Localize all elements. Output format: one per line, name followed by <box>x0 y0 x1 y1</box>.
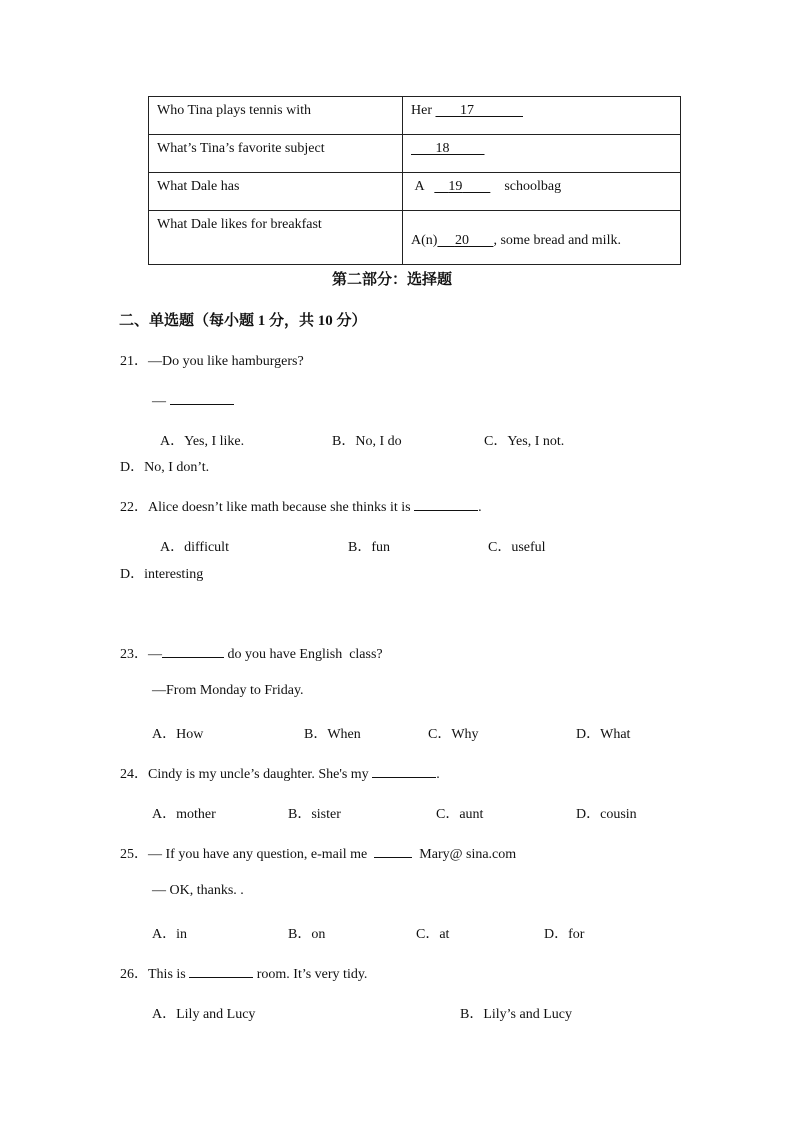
table-question: What Dale likes for breakfast <box>149 211 403 265</box>
blank-number: 20 <box>454 232 469 248</box>
table-row <box>149 135 681 173</box>
blank-number: 18 <box>435 141 450 156</box>
table-answer <box>403 135 681 173</box>
table-answer: A 19 schoolbag <box>403 173 681 211</box>
part-two-title: 第二部分：选择题 <box>332 272 453 288</box>
option-d: D．for <box>544 927 585 942</box>
option-c: C．aunt <box>436 807 484 822</box>
option-a: A．How <box>152 727 204 742</box>
blank-number: 19 <box>448 179 463 194</box>
table-question: What’s Tina’s favorite subject <box>149 135 403 173</box>
option-a: A．Lily and Lucy <box>152 1007 256 1022</box>
option-b: B．on <box>288 927 326 942</box>
table-row <box>149 211 681 265</box>
option-c: C．at <box>416 927 450 942</box>
option-a: A．difficult <box>160 540 229 555</box>
option-c: C．Why <box>428 727 479 742</box>
blank-number: 17 <box>460 103 474 118</box>
question-24-stem: 24．Cindy is my uncle’s daughter. She's my . <box>120 763 440 783</box>
question-26-stem: 26．This is room. It’s very tidy. <box>120 963 367 983</box>
option-d: D．cousin <box>576 807 637 822</box>
option-d: D．interesting <box>120 567 204 582</box>
option-b: B．No, I do <box>332 434 402 449</box>
option-c: C．useful <box>488 540 546 555</box>
question-23-stem: 23．— do you have English class? <box>120 643 383 663</box>
option-b: B．sister <box>288 807 341 822</box>
section-title: 二、单选题（每小题 1 分，共 10 分） <box>119 313 367 329</box>
table-answer: Her 17 <box>403 97 681 135</box>
info-table <box>148 96 681 265</box>
option-a: A．mother <box>152 807 216 822</box>
question-21-stem: 21．—Do you like hamburgers? <box>120 354 304 369</box>
option-b: B．When <box>304 727 361 742</box>
table-question: What Dale has <box>149 173 403 211</box>
answer-blank <box>162 643 224 658</box>
question-25-reply: — OK, thanks. . <box>152 883 244 898</box>
question-21-reply: — <box>152 390 234 410</box>
table-row <box>149 97 681 135</box>
question-23-reply: —From Monday to Friday. <box>152 683 304 698</box>
option-b: B．fun <box>348 540 390 555</box>
table-question: Who Tina plays tennis with <box>149 97 403 135</box>
option-d: D．No, I don’t. <box>120 460 210 475</box>
answer-blank <box>189 963 253 978</box>
option-a: A．in <box>152 927 187 942</box>
option-c: C．Yes, I not. <box>484 434 565 449</box>
question-22-stem: 22．Alice doesn’t like math because she thinks it is . <box>120 496 482 516</box>
option-d: D．What <box>576 727 631 742</box>
answer-blank <box>374 843 412 858</box>
table-row <box>149 173 681 211</box>
answer-blank <box>170 390 234 405</box>
question-25-stem: 25．— If you have any question, e-mail me Mary@ sina.com <box>120 843 516 863</box>
answer-blank <box>372 763 436 778</box>
option-b: B．Lily’s and Lucy <box>460 1007 572 1022</box>
table-answer: A(n) 20 , some bread and milk. <box>403 211 681 265</box>
answer-blank <box>414 496 478 511</box>
option-a: A．Yes, I like. <box>160 434 245 449</box>
